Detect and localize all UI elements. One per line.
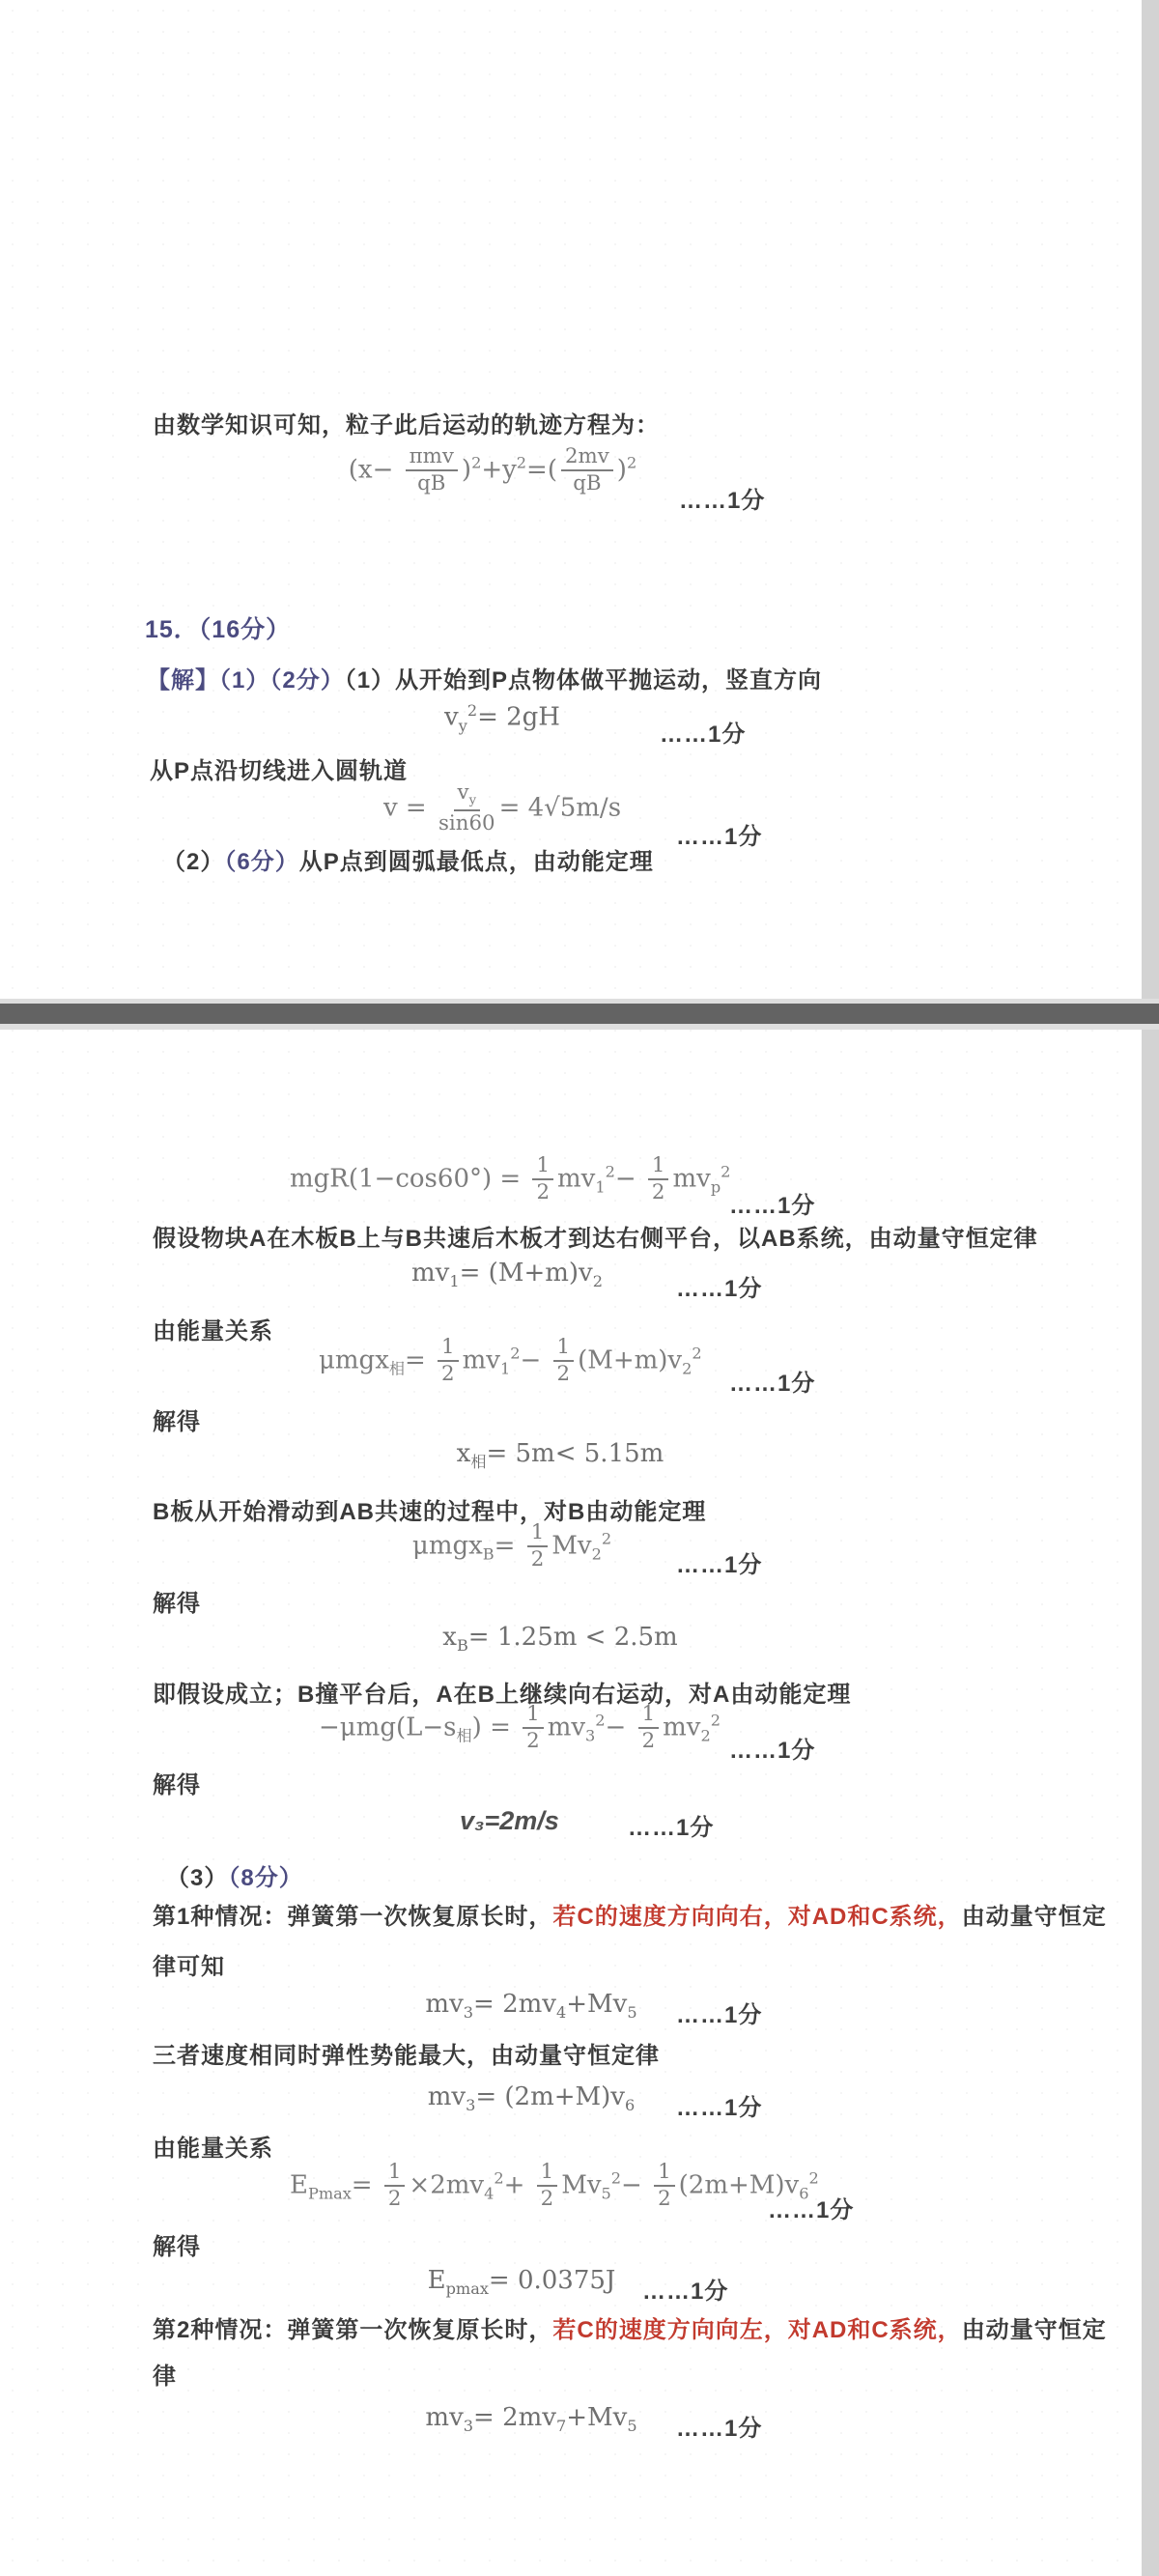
score-mark: ……1分 [676, 824, 763, 850]
solution-line [147, 661, 822, 694]
momentum-equation-1: $mv_1= (M+m)v_2$ [411, 1259, 603, 1291]
case2-line [153, 2310, 1107, 2344]
score-mark: ……1分 [679, 488, 766, 514]
solve-line-2: 解得 [153, 1591, 201, 1617]
case2-highlight: 若C的速度方向向左，对AD和C系统， [552, 2317, 962, 2343]
x-b-result: $x_B= 1.25m < 2.5m$ [442, 1623, 678, 1656]
question-15-heading: 15．（16分） [145, 616, 292, 643]
score-mark: ……1分 [642, 2279, 729, 2305]
elastic-energy-equation: $E_{Pmax}=$ $\frac{1}{2}$ $\times 2mv_4^2+$ $\frac{1}{2}$ $Mv_5^2-$ $\frac{1}{2}$ $(2m+M)v_6^2$ [290, 2160, 819, 2212]
part3-number: （3） [166, 1865, 229, 1891]
score-mark: ……1分 [660, 722, 747, 748]
part2-number: （2） [162, 849, 225, 875]
part2-line [162, 842, 654, 876]
trajectory-equation: (x− $\frac{\text{πmv}}{qB}$ )$^2+y^2=$( $\frac{2mv}{qB}$ )$^2$ [348, 444, 637, 496]
score-mark: ……1分 [676, 1276, 763, 1302]
case1-highlight: 若C的速度方向向右，对AD和C系统， [552, 1904, 962, 1930]
score-mark: ……1分 [676, 2002, 763, 2028]
assumption-line: 假设物块A在木板B上与B共速后木板才到达右侧平台，以AB系统，由动量守恒定律 [153, 1226, 1038, 1252]
board-b-equation: μmgx$_B$= $\frac{1}{2}$ $Mv_2^2$ [411, 1520, 612, 1572]
page-separator-band [0, 999, 1159, 1030]
mgr-equation: mgR(1−cos60°) = $\frac{1}{2}$ $mv_1^2-$ $\frac{1}{2}$ $mv_p^2$ [290, 1153, 731, 1205]
score-mark: ……1分 [676, 2416, 763, 2442]
case1-continuation: 律可知 [153, 1954, 225, 1980]
same-velocity-line: 三者速度相同时弹性势能最大，由动量守恒定律 [153, 2043, 660, 2069]
part2-points: （6分） [224, 849, 299, 875]
solution-text: （1）从开始到P点物体做平抛运动，竖直方向 [344, 667, 823, 694]
score-mark: ……1分 [676, 1552, 763, 1578]
momentum-equation-case2: $mv_3= 2mv_7+Mv_5$ [425, 2403, 637, 2436]
board-b-line: B板从开始滑动到AB共速的过程中，对B由动能定理 [153, 1499, 707, 1525]
common-velocity-equation: $mv_3= (2m+M)v_6$ [427, 2082, 636, 2115]
vy-equation: $v_y^2= 2gH$ [444, 701, 560, 735]
case2-prefix: 第2种情况：弹簧第一次恢复原长时， [153, 2317, 553, 2343]
case2-suffix: 由动量守恒定 [961, 2317, 1107, 2343]
case1-suffix: 由动量守恒定 [961, 1904, 1107, 1930]
score-mark: ……1分 [729, 1371, 816, 1397]
part2-text: 从P点到圆弧最低点，由动能定理 [298, 849, 654, 875]
tangent-line: 从P点沿切线进入圆轨道 [150, 758, 409, 784]
score-mark: ……1分 [729, 1193, 816, 1219]
solution-prefix: 【解】（1）（2分） [147, 667, 345, 694]
x-rel-result: $x_相= 5m< 5.15m$ [456, 1439, 664, 1472]
energy-relation-line-2: 由能量关系 [153, 2136, 273, 2162]
ep-max-result: $E_{pmax}= 0.0375J$ [427, 2266, 616, 2299]
solve-line-1: 解得 [153, 1409, 201, 1435]
score-mark: ……1分 [729, 1738, 816, 1764]
score-mark: ……1分 [628, 1815, 715, 1841]
score-mark: ……1分 [676, 2095, 763, 2121]
part3-line [166, 1858, 303, 1892]
intro-line: 由数学知识可知，粒子此后运动的轨迹方程为： [153, 412, 660, 439]
page-edge-strip [1142, 0, 1159, 2576]
friction-energy-equation: μmgx$_相$= $\frac{1}{2}$ $mv_1^2-$ $\frac{1}{2}$ $(M+m)v_2^2$ [319, 1335, 702, 1387]
score-mark: ……1分 [768, 2197, 855, 2223]
assumption-holds-line: 即假设成立；B撞平台后，A在B上继续向右运动，对A由动能定理 [153, 1682, 852, 1708]
solve-line-4: 解得 [153, 2234, 201, 2260]
energy-relation-line-1: 由能量关系 [153, 1318, 273, 1345]
solve-line-3: 解得 [153, 1772, 201, 1798]
part3-points: （8分） [228, 1865, 303, 1891]
v3-result: v₃=2m/s [460, 1806, 559, 1835]
case1-line [153, 1897, 1107, 1931]
case1-prefix: 第1种情况：弹簧第一次恢复原长时， [153, 1904, 553, 1930]
velocity-equation: v = $\frac{v_y}{\sin 60}$ = 4√5m/s [382, 780, 622, 836]
momentum-equation-case1: $mv_3= 2mv_4+Mv_5$ [425, 1990, 637, 2023]
friction-work-equation: $-\mu mg(L-s_相)$ = $\frac{1}{2}$ $mv_3^2-$ $\frac{1}{2}$ $mv_2^2$ [319, 1702, 721, 1754]
case2-continuation: 律 [153, 2364, 177, 2390]
